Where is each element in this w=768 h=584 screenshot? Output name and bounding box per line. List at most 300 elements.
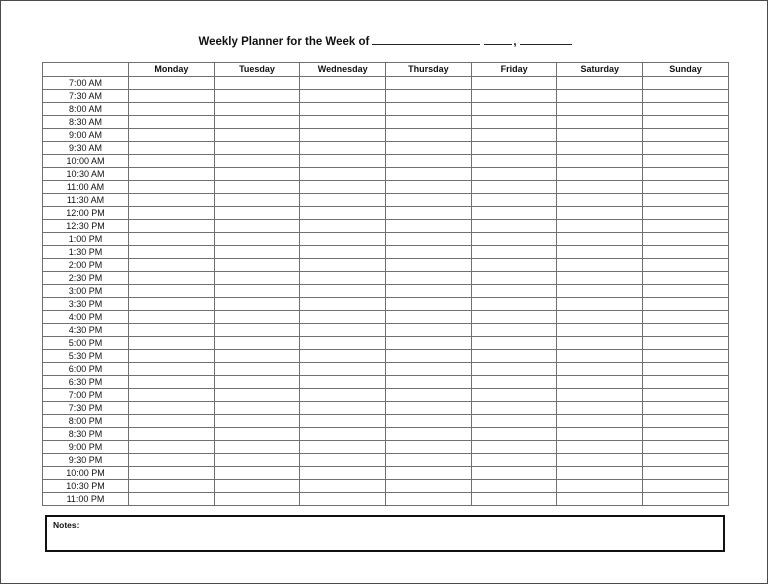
slot-cell-friday[interactable]: [471, 454, 557, 467]
slot-cell-saturday[interactable]: [557, 285, 643, 298]
slot-cell-monday[interactable]: [129, 402, 215, 415]
slot-cell-tuesday[interactable]: [214, 116, 300, 129]
table-row: [43, 155, 729, 168]
slot-cell-saturday[interactable]: [557, 90, 643, 103]
slot-cell-sunday[interactable]: [643, 454, 729, 467]
slot-cell-friday[interactable]: [471, 129, 557, 142]
slot-cell-thursday[interactable]: [386, 207, 472, 220]
slot-cell-sunday[interactable]: [643, 311, 729, 324]
slot-cell-sunday[interactable]: [643, 324, 729, 337]
slot-cell-monday[interactable]: [129, 454, 215, 467]
slot-cell-monday[interactable]: [129, 103, 215, 116]
time-label: 11:00 AM: [43, 181, 129, 194]
schedule-body: [43, 77, 729, 506]
slot-cell-friday[interactable]: [471, 389, 557, 402]
slot-cell-friday[interactable]: [471, 493, 557, 506]
slot-cell-monday[interactable]: [129, 272, 215, 285]
slot-cell-tuesday[interactable]: [214, 194, 300, 207]
table-row: [43, 207, 729, 220]
slot-cell-monday[interactable]: [129, 324, 215, 337]
slot-cell-tuesday[interactable]: [214, 428, 300, 441]
slot-cell-friday[interactable]: [471, 415, 557, 428]
slot-cell-tuesday[interactable]: [214, 103, 300, 116]
slot-cell-monday[interactable]: [129, 376, 215, 389]
slot-cell-tuesday[interactable]: [214, 389, 300, 402]
slot-cell-monday[interactable]: [129, 298, 215, 311]
slot-cell-tuesday[interactable]: [214, 272, 300, 285]
slot-cell-friday[interactable]: [471, 272, 557, 285]
slot-cell-wednesday[interactable]: [300, 194, 386, 207]
table-row: [43, 337, 729, 350]
slot-cell-saturday[interactable]: [557, 337, 643, 350]
slot-cell-wednesday[interactable]: [300, 272, 386, 285]
slot-cell-saturday[interactable]: [557, 376, 643, 389]
table-row: [43, 441, 729, 454]
time-label: 10:30 PM: [43, 480, 129, 493]
time-label: 3:00 PM: [43, 285, 129, 298]
slot-cell-wednesday[interactable]: [300, 103, 386, 116]
week-year-blank[interactable]: [520, 34, 572, 45]
slot-cell-saturday[interactable]: [557, 389, 643, 402]
slot-cell-thursday[interactable]: [386, 90, 472, 103]
slot-cell-saturday[interactable]: [557, 441, 643, 454]
time-label: 9:00 AM: [43, 129, 129, 142]
slot-cell-wednesday[interactable]: [300, 363, 386, 376]
slot-cell-tuesday[interactable]: [214, 480, 300, 493]
notes-label: Notes:: [53, 520, 80, 530]
time-label: 2:30 PM: [43, 272, 129, 285]
slot-cell-thursday[interactable]: [386, 259, 472, 272]
slot-cell-monday[interactable]: [129, 480, 215, 493]
slot-cell-thursday[interactable]: [386, 194, 472, 207]
slot-cell-sunday[interactable]: [643, 155, 729, 168]
slot-cell-wednesday[interactable]: [300, 168, 386, 181]
table-row: [43, 324, 729, 337]
slot-cell-monday[interactable]: [129, 207, 215, 220]
slot-cell-sunday[interactable]: [643, 285, 729, 298]
slot-cell-friday[interactable]: [471, 480, 557, 493]
slot-cell-sunday[interactable]: [643, 415, 729, 428]
table-row: [43, 194, 729, 207]
slot-cell-sunday[interactable]: [643, 350, 729, 363]
slot-cell-sunday[interactable]: [643, 207, 729, 220]
slot-cell-monday[interactable]: [129, 246, 215, 259]
slot-cell-monday[interactable]: [129, 116, 215, 129]
slot-cell-tuesday[interactable]: [214, 259, 300, 272]
slot-cell-thursday[interactable]: [386, 350, 472, 363]
slot-cell-wednesday[interactable]: [300, 90, 386, 103]
day-header-tuesday: Tuesday: [214, 63, 300, 77]
slot-cell-tuesday[interactable]: [214, 129, 300, 142]
slot-cell-monday[interactable]: [129, 90, 215, 103]
slot-cell-tuesday[interactable]: [214, 285, 300, 298]
table-row: [43, 454, 729, 467]
table-row: [43, 90, 729, 103]
slot-cell-friday[interactable]: [471, 155, 557, 168]
time-label: 8:30 PM: [43, 428, 129, 441]
slot-cell-thursday[interactable]: [386, 220, 472, 233]
header-row: [43, 63, 729, 77]
time-label: 11:30 AM: [43, 194, 129, 207]
slot-cell-wednesday[interactable]: [300, 259, 386, 272]
table-row: [43, 259, 729, 272]
time-label: 11:00 PM: [43, 493, 129, 506]
slot-cell-thursday[interactable]: [386, 311, 472, 324]
slot-cell-thursday[interactable]: [386, 116, 472, 129]
time-label: 12:00 PM: [43, 207, 129, 220]
slot-cell-sunday[interactable]: [643, 441, 729, 454]
slot-cell-friday[interactable]: [471, 194, 557, 207]
day-header-wednesday: Wednesday: [300, 63, 386, 77]
time-label: 9:30 AM: [43, 142, 129, 155]
slot-cell-monday[interactable]: [129, 415, 215, 428]
slot-cell-friday[interactable]: [471, 220, 557, 233]
time-label: 7:30 PM: [43, 402, 129, 415]
table-row: [43, 415, 729, 428]
slot-cell-saturday[interactable]: [557, 246, 643, 259]
time-label: 9:00 PM: [43, 441, 129, 454]
slot-cell-sunday[interactable]: [643, 493, 729, 506]
slot-cell-sunday[interactable]: [643, 259, 729, 272]
slot-cell-thursday[interactable]: [386, 376, 472, 389]
table-row: [43, 103, 729, 116]
slot-cell-tuesday[interactable]: [214, 207, 300, 220]
slot-cell-sunday[interactable]: [643, 220, 729, 233]
slot-cell-tuesday[interactable]: [214, 337, 300, 350]
slot-cell-tuesday[interactable]: [214, 90, 300, 103]
day-header-monday: Monday: [129, 63, 215, 77]
slot-cell-saturday[interactable]: [557, 298, 643, 311]
time-label: 2:00 PM: [43, 259, 129, 272]
slot-cell-friday[interactable]: [471, 441, 557, 454]
slot-cell-thursday[interactable]: [386, 454, 472, 467]
slot-cell-thursday[interactable]: [386, 103, 472, 116]
slot-cell-thursday[interactable]: [386, 363, 472, 376]
slot-cell-monday[interactable]: [129, 441, 215, 454]
week-month-blank[interactable]: [372, 34, 480, 45]
slot-cell-tuesday[interactable]: [214, 311, 300, 324]
slot-cell-saturday[interactable]: [557, 168, 643, 181]
slot-cell-thursday[interactable]: [386, 181, 472, 194]
slot-cell-friday[interactable]: [471, 311, 557, 324]
slot-cell-tuesday[interactable]: [214, 233, 300, 246]
slot-cell-monday[interactable]: [129, 181, 215, 194]
slot-cell-tuesday[interactable]: [214, 77, 300, 90]
slot-cell-friday[interactable]: [471, 259, 557, 272]
slot-cell-friday[interactable]: [471, 337, 557, 350]
day-header-saturday: Saturday: [557, 63, 643, 77]
time-label: 6:30 PM: [43, 376, 129, 389]
slot-cell-sunday[interactable]: [643, 194, 729, 207]
slot-cell-wednesday[interactable]: [300, 129, 386, 142]
slot-cell-saturday[interactable]: [557, 116, 643, 129]
time-label: 9:30 PM: [43, 454, 129, 467]
slot-cell-tuesday[interactable]: [214, 298, 300, 311]
slot-cell-saturday[interactable]: [557, 77, 643, 90]
slot-cell-wednesday[interactable]: [300, 480, 386, 493]
slot-cell-saturday[interactable]: [557, 220, 643, 233]
notes-box[interactable]: [45, 515, 725, 552]
slot-cell-thursday[interactable]: [386, 246, 472, 259]
week-day-blank[interactable]: [484, 34, 512, 45]
slot-cell-sunday[interactable]: [643, 363, 729, 376]
slot-cell-wednesday[interactable]: [300, 155, 386, 168]
slot-cell-tuesday[interactable]: [214, 454, 300, 467]
slot-cell-thursday[interactable]: [386, 77, 472, 90]
slot-cell-wednesday[interactable]: [300, 311, 386, 324]
slot-cell-sunday[interactable]: [643, 246, 729, 259]
slot-cell-monday[interactable]: [129, 428, 215, 441]
slot-cell-thursday[interactable]: [386, 168, 472, 181]
slot-cell-thursday[interactable]: [386, 155, 472, 168]
slot-cell-wednesday[interactable]: [300, 389, 386, 402]
slot-cell-tuesday[interactable]: [214, 402, 300, 415]
slot-cell-friday[interactable]: [471, 246, 557, 259]
slot-cell-sunday[interactable]: [643, 129, 729, 142]
time-label: 12:30 PM: [43, 220, 129, 233]
slot-cell-tuesday[interactable]: [214, 363, 300, 376]
slot-cell-friday[interactable]: [471, 467, 557, 480]
slot-cell-tuesday[interactable]: [214, 376, 300, 389]
slot-cell-saturday[interactable]: [557, 480, 643, 493]
slot-cell-sunday[interactable]: [643, 116, 729, 129]
slot-cell-monday[interactable]: [129, 311, 215, 324]
slot-cell-saturday[interactable]: [557, 363, 643, 376]
slot-cell-monday[interactable]: [129, 129, 215, 142]
slot-cell-monday[interactable]: [129, 337, 215, 350]
slot-cell-friday[interactable]: [471, 168, 557, 181]
slot-cell-saturday[interactable]: [557, 415, 643, 428]
slot-cell-friday[interactable]: [471, 77, 557, 90]
slot-cell-sunday[interactable]: [643, 337, 729, 350]
table-row: [43, 142, 729, 155]
slot-cell-tuesday[interactable]: [214, 493, 300, 506]
slot-cell-saturday[interactable]: [557, 402, 643, 415]
slot-cell-monday[interactable]: [129, 194, 215, 207]
slot-cell-thursday[interactable]: [386, 389, 472, 402]
slot-cell-sunday[interactable]: [643, 428, 729, 441]
slot-cell-tuesday[interactable]: [214, 324, 300, 337]
slot-cell-saturday[interactable]: [557, 181, 643, 194]
slot-cell-saturday[interactable]: [557, 467, 643, 480]
slot-cell-wednesday[interactable]: [300, 220, 386, 233]
time-label: 5:00 PM: [43, 337, 129, 350]
table-row: [43, 129, 729, 142]
slot-cell-sunday[interactable]: [643, 389, 729, 402]
title-comma: ,: [513, 36, 517, 48]
slot-cell-wednesday[interactable]: [300, 467, 386, 480]
slot-cell-sunday[interactable]: [643, 168, 729, 181]
title-text: Weekly Planner for the Week of: [198, 36, 370, 48]
table-row: [43, 311, 729, 324]
day-header-friday: Friday: [471, 63, 557, 77]
slot-cell-friday[interactable]: [471, 181, 557, 194]
slot-cell-saturday[interactable]: [557, 129, 643, 142]
slot-cell-thursday[interactable]: [386, 415, 472, 428]
slot-cell-thursday[interactable]: [386, 298, 472, 311]
slot-cell-monday[interactable]: [129, 155, 215, 168]
slot-cell-monday[interactable]: [129, 363, 215, 376]
slot-cell-monday[interactable]: [129, 168, 215, 181]
slot-cell-saturday[interactable]: [557, 428, 643, 441]
day-header-thursday: Thursday: [386, 63, 472, 77]
slot-cell-monday[interactable]: [129, 350, 215, 363]
slot-cell-wednesday[interactable]: [300, 207, 386, 220]
slot-cell-saturday[interactable]: [557, 259, 643, 272]
table-row: [43, 220, 729, 233]
table-row: [43, 363, 729, 376]
table-row: [43, 480, 729, 493]
slot-cell-friday[interactable]: [471, 376, 557, 389]
slot-cell-monday[interactable]: [129, 467, 215, 480]
slot-cell-thursday[interactable]: [386, 285, 472, 298]
slot-cell-friday[interactable]: [471, 142, 557, 155]
slot-cell-thursday[interactable]: [386, 467, 472, 480]
time-label: 7:30 AM: [43, 90, 129, 103]
slot-cell-sunday[interactable]: [643, 103, 729, 116]
slot-cell-wednesday[interactable]: [300, 285, 386, 298]
table-row: [43, 350, 729, 363]
time-column-header: [43, 63, 129, 77]
slot-cell-sunday[interactable]: [643, 402, 729, 415]
slot-cell-friday[interactable]: [471, 116, 557, 129]
slot-cell-friday[interactable]: [471, 363, 557, 376]
slot-cell-saturday[interactable]: [557, 454, 643, 467]
slot-cell-wednesday[interactable]: [300, 376, 386, 389]
slot-cell-sunday[interactable]: [643, 298, 729, 311]
slot-cell-sunday[interactable]: [643, 272, 729, 285]
slot-cell-sunday[interactable]: [643, 90, 729, 103]
slot-cell-saturday[interactable]: [557, 493, 643, 506]
slot-cell-tuesday[interactable]: [214, 415, 300, 428]
slot-cell-saturday[interactable]: [557, 155, 643, 168]
slot-cell-wednesday[interactable]: [300, 142, 386, 155]
slot-cell-saturday[interactable]: [557, 272, 643, 285]
slot-cell-tuesday[interactable]: [214, 220, 300, 233]
slot-cell-monday[interactable]: [129, 389, 215, 402]
slot-cell-saturday[interactable]: [557, 311, 643, 324]
slot-cell-friday[interactable]: [471, 298, 557, 311]
time-label: 7:00 AM: [43, 77, 129, 90]
table-row: [43, 389, 729, 402]
time-label: 4:00 PM: [43, 311, 129, 324]
slot-cell-tuesday[interactable]: [214, 155, 300, 168]
slot-cell-monday[interactable]: [129, 220, 215, 233]
slot-cell-tuesday[interactable]: [214, 142, 300, 155]
slot-cell-wednesday[interactable]: [300, 298, 386, 311]
slot-cell-tuesday[interactable]: [214, 350, 300, 363]
table-row: [43, 246, 729, 259]
time-label: 10:30 AM: [43, 168, 129, 181]
slot-cell-sunday[interactable]: [643, 480, 729, 493]
time-label: 8:30 AM: [43, 116, 129, 129]
slot-cell-friday[interactable]: [471, 428, 557, 441]
slot-cell-wednesday[interactable]: [300, 428, 386, 441]
table-row: [43, 77, 729, 90]
table-row: [43, 181, 729, 194]
slot-cell-monday[interactable]: [129, 142, 215, 155]
slot-cell-saturday[interactable]: [557, 324, 643, 337]
slot-cell-wednesday[interactable]: [300, 441, 386, 454]
slot-cell-saturday[interactable]: [557, 207, 643, 220]
slot-cell-thursday[interactable]: [386, 324, 472, 337]
table-row: [43, 272, 729, 285]
slot-cell-tuesday[interactable]: [214, 441, 300, 454]
slot-cell-friday[interactable]: [471, 285, 557, 298]
slot-cell-wednesday[interactable]: [300, 246, 386, 259]
slot-cell-thursday[interactable]: [386, 142, 472, 155]
slot-cell-sunday[interactable]: [643, 233, 729, 246]
slot-cell-friday[interactable]: [471, 90, 557, 103]
slot-cell-friday[interactable]: [471, 402, 557, 415]
time-label: 8:00 AM: [43, 103, 129, 116]
slot-cell-sunday[interactable]: [643, 467, 729, 480]
slot-cell-friday[interactable]: [471, 233, 557, 246]
slot-cell-friday[interactable]: [471, 350, 557, 363]
slot-cell-saturday[interactable]: [557, 103, 643, 116]
slot-cell-saturday[interactable]: [557, 142, 643, 155]
table-row: [43, 298, 729, 311]
slot-cell-monday[interactable]: [129, 493, 215, 506]
slot-cell-sunday[interactable]: [643, 376, 729, 389]
slot-cell-saturday[interactable]: [557, 350, 643, 363]
slot-cell-monday[interactable]: [129, 259, 215, 272]
slot-cell-friday[interactable]: [471, 103, 557, 116]
slot-cell-saturday[interactable]: [557, 233, 643, 246]
slot-cell-tuesday[interactable]: [214, 181, 300, 194]
slot-cell-wednesday[interactable]: [300, 181, 386, 194]
slot-cell-thursday[interactable]: [386, 428, 472, 441]
slot-cell-thursday[interactable]: [386, 337, 472, 350]
slot-cell-thursday[interactable]: [386, 129, 472, 142]
slot-cell-sunday[interactable]: [643, 142, 729, 155]
slot-cell-wednesday[interactable]: [300, 454, 386, 467]
slot-cell-sunday[interactable]: [643, 181, 729, 194]
slot-cell-wednesday[interactable]: [300, 116, 386, 129]
slot-cell-saturday[interactable]: [557, 194, 643, 207]
slot-cell-tuesday[interactable]: [214, 168, 300, 181]
table-row: [43, 285, 729, 298]
slot-cell-wednesday[interactable]: [300, 415, 386, 428]
slot-cell-wednesday[interactable]: [300, 233, 386, 246]
slot-cell-thursday[interactable]: [386, 480, 472, 493]
slot-cell-tuesday[interactable]: [214, 246, 300, 259]
page-title: [1, 34, 768, 48]
time-label: 8:00 PM: [43, 415, 129, 428]
slot-cell-friday[interactable]: [471, 324, 557, 337]
slot-cell-wednesday[interactable]: [300, 337, 386, 350]
slot-cell-thursday[interactable]: [386, 493, 472, 506]
slot-cell-thursday[interactable]: [386, 272, 472, 285]
slot-cell-wednesday[interactable]: [300, 402, 386, 415]
slot-cell-monday[interactable]: [129, 233, 215, 246]
slot-cell-thursday[interactable]: [386, 402, 472, 415]
slot-cell-thursday[interactable]: [386, 441, 472, 454]
slot-cell-wednesday[interactable]: [300, 493, 386, 506]
table-row: [43, 428, 729, 441]
time-label: 10:00 PM: [43, 467, 129, 480]
slot-cell-wednesday[interactable]: [300, 77, 386, 90]
slot-cell-tuesday[interactable]: [214, 467, 300, 480]
slot-cell-sunday[interactable]: [643, 77, 729, 90]
slot-cell-monday[interactable]: [129, 285, 215, 298]
slot-cell-friday[interactable]: [471, 207, 557, 220]
slot-cell-monday[interactable]: [129, 77, 215, 90]
slot-cell-wednesday[interactable]: [300, 324, 386, 337]
slot-cell-thursday[interactable]: [386, 233, 472, 246]
slot-cell-wednesday[interactable]: [300, 350, 386, 363]
time-label: 1:30 PM: [43, 246, 129, 259]
